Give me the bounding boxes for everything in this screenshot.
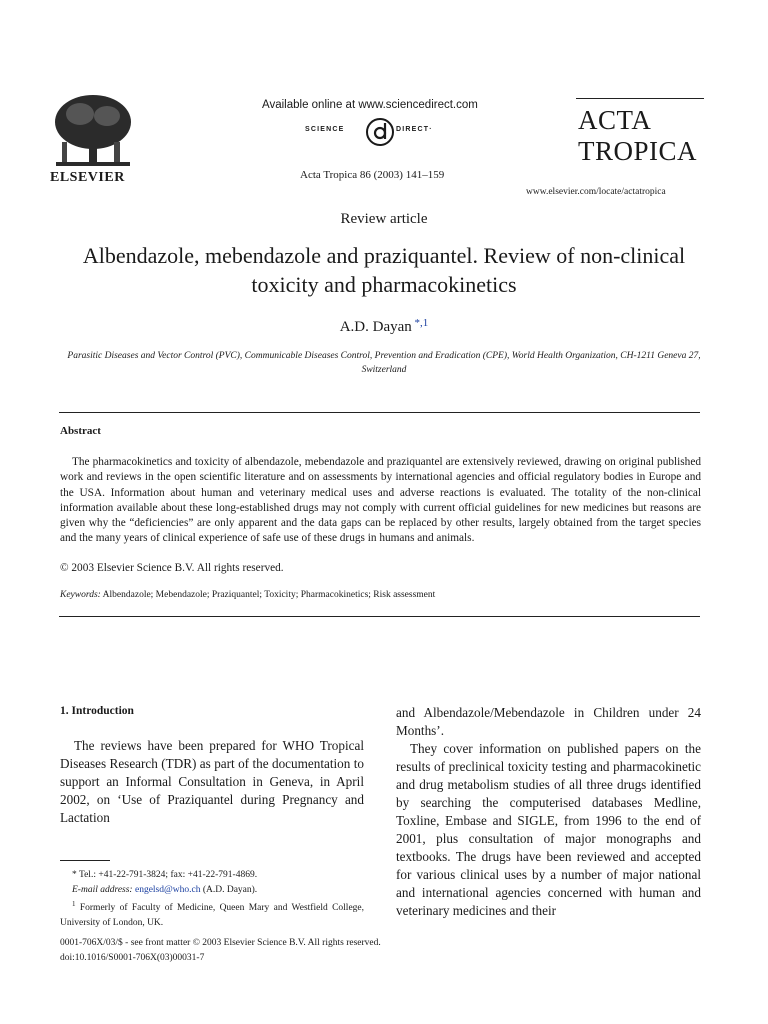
issn-line: 0001-706X/03/$ - see front matter © 2003 Elsevier Science B.V. All rights reserved. (60, 938, 381, 948)
right-column (396, 704, 701, 920)
abstract-text (60, 455, 701, 547)
author-affiliation: Parasitic Diseases and Vector Control (PVC), Communicable Diseases Control, Prevention and Eradication (CPE), World Health Organization, CH-1211 Geneva 27, Switzerland (67, 351, 701, 375)
email-suffix: (A.D. Dayan). (200, 884, 258, 895)
email-label: E-mail address: (72, 884, 133, 895)
footnote-email (60, 883, 364, 898)
available-online-text: Available online at www.sciencedirect.com (262, 99, 478, 111)
email-link[interactable]: engelsd@who.ch (134, 884, 201, 895)
article-type: Review article (340, 211, 428, 227)
author-name: A.D. Dayan (339, 319, 412, 335)
abstract-bottom-rule (59, 616, 700, 617)
article-title: Albendazole, mebendazole and praziquantel. Review of non-clinical toxicity and pharmacokinetics (82, 243, 686, 297)
keywords-list: Albendazole; Mebendazole; Praziquantel; Toxicity; Pharmacokinetics; Risk assessment (100, 590, 436, 600)
abstract-heading: Abstract (60, 425, 101, 437)
abstract-paragraph: The pharmacokinetics and toxicity of albendazole, mebendazole and praziquantel are extensively reviewed, drawing on original published work and reviews in the open scientific literature and on assessments by international agencies and official regulatory bodies in Europe and the USA. Information about human and veterinary medical uses and adverse reactions is evaluated. The totality of the non-clinical information available about these long-established drugs may not comply with current official guidelines for new medicines but reasons are given why the “deficiencies” are only apparent and the data gaps can be replaced by other results, largely obtained from the target species and the many years of clinical experience of safe use of these drugs in humans and animals. (60, 456, 701, 545)
keywords-line (60, 590, 701, 600)
page-footer (60, 936, 381, 965)
sd-at-icon (365, 117, 395, 147)
footnote-1-text: Formerly of Faculty of Medicine, Queen Mary and Westfield College, University of London, UK. (60, 903, 364, 928)
journal-rule (576, 98, 704, 99)
footnote-1 (60, 897, 364, 930)
journal-name-line2: TROPICA (578, 136, 698, 166)
keywords-label: Keywords: (60, 590, 101, 600)
intro-paragraph-2: They cover information on published papers on the results of preclinical toxicity testing and pharmacokinetic and drug metabolism studies of all three drugs identified by searching the computerised databases Medline, Toxline, Embase and SIGLE, from 1996 to the end of 2001, plus consultation of major monographs and textbooks. The drugs have been reviewed and accepted for various clinical uses by a number of major national and international agencies concerned with human and veterinary medicines and their (396, 741, 701, 918)
journal-url-link[interactable]: www.elsevier.com/locate/actatropica (526, 187, 666, 197)
intro-paragraph-1: The reviews have been prepared for WHO Tropical Diseases Research (TDR) as part of the documentation to support an Informal Consultation in Geneva, in April 2002, on ‘Use of Praziquantel during Pregnancy and Lactation (60, 738, 364, 825)
abstract-top-rule (59, 412, 700, 413)
journal-name-line1: ACTA (578, 105, 652, 135)
abstract-copyright: © 2003 Elsevier Science B.V. All rights reserved. (60, 562, 284, 574)
journal-logo (578, 105, 697, 167)
author-line (0, 317, 768, 336)
sciencedirect-logo (305, 117, 460, 147)
doi-line: doi:10.1016/S0001-706X(03)00031-7 (60, 952, 205, 963)
publisher-name: ELSEVIER (50, 170, 125, 185)
section-heading-introduction: 1. Introduction (60, 705, 134, 717)
footnote-1-mark: 1 (72, 900, 76, 908)
footnotes (60, 868, 364, 930)
sd-science-text: SCIENCE (305, 126, 345, 133)
footnote-contact: * Tel.: +41-22-791-3824; fax: +41-22-791-4869. (72, 870, 258, 880)
journal-citation: Acta Tropica 86 (2003) 141–159 (300, 169, 445, 181)
footnote-rule (60, 860, 110, 861)
intro-paragraph-1-cont: and Albendazole/Mebendazole in Children under 24 Months’. (396, 705, 701, 738)
sd-direct-text: DIRECT· (396, 126, 433, 133)
author-footnote-marks[interactable]: *,1 (411, 317, 429, 329)
left-column (60, 737, 364, 827)
